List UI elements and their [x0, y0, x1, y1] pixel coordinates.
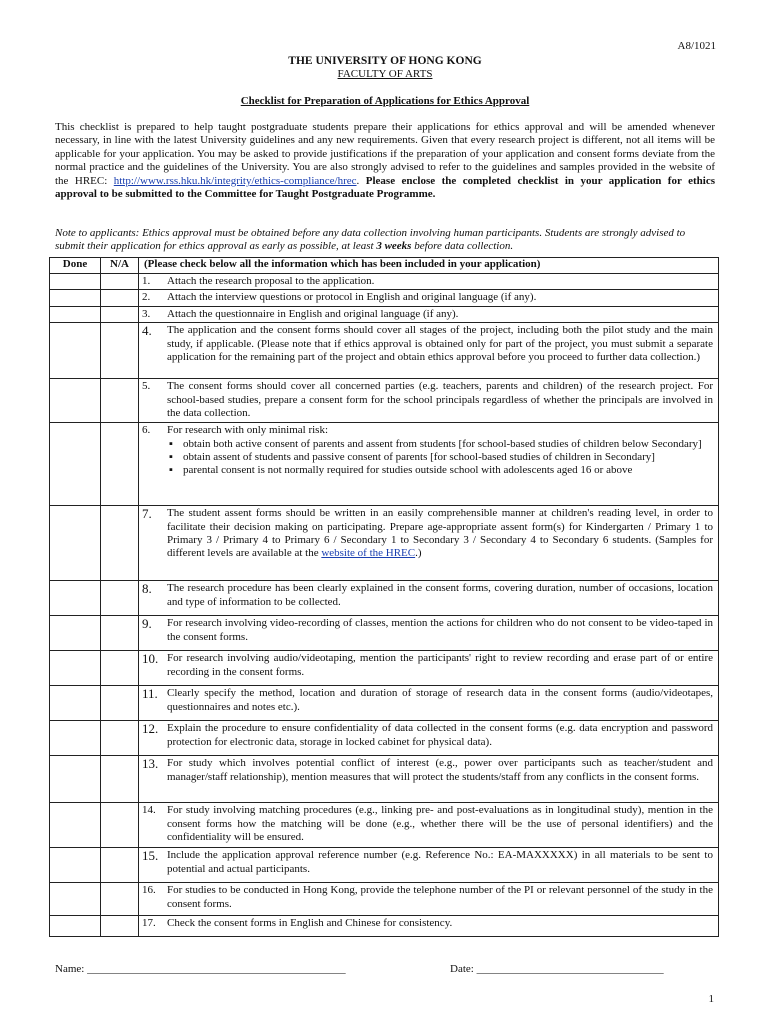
na-checkbox-cell[interactable]	[101, 274, 139, 290]
item-text	[167, 308, 713, 321]
item-description-cell	[139, 616, 719, 651]
item-description-cell	[139, 721, 719, 756]
done-checkbox-cell[interactable]	[50, 651, 101, 686]
note-to-applicants	[55, 227, 715, 253]
intro-bold-instruction: Please enclose the completed checklist in your application for ethics approval to be submitted to the Committee for Taught Postgraduate Programme.	[55, 174, 715, 201]
done-checkbox-cell[interactable]	[50, 306, 101, 322]
checklist-item-10	[139, 651, 718, 680]
na-checkbox-cell[interactable]	[101, 306, 139, 322]
bullet-item: ▪ obtain assent of students and passive consent of parents [for school-based studies of children in Secondary]	[179, 451, 713, 464]
item-body: Attach the interview questions or protocol in English and original language (if any).	[167, 291, 537, 304]
hrec-link[interactable]: http://www.rss.hku.hk/integrity/ethics-compliance/hrec	[113, 174, 357, 187]
item-number: 3.	[142, 307, 151, 320]
na-checkbox-cell[interactable]	[101, 423, 139, 506]
item-description-cell	[139, 803, 719, 848]
checklist-table	[49, 257, 719, 937]
note-deadline: 3 weeks	[376, 240, 412, 252]
item-body: For research with only minimal risk:	[167, 424, 328, 437]
na-checkbox-cell[interactable]	[101, 379, 139, 423]
checklist-item-4	[139, 323, 718, 365]
item-description-cell	[139, 290, 719, 306]
checklist-item-11	[139, 686, 718, 715]
item-text	[167, 917, 713, 930]
note-text-b: before data collection.	[411, 240, 514, 252]
checklist-item-5	[139, 379, 718, 421]
item-body: The student assent forms should be written in an easily comprehensible manner at children's reading level, in order to facilitate their decision making on participating. Prepare age-appropriate assent form(s) for Kindergarten / Primary 1 to Primary 3 / Primary 4 to Primary 6 / Secondary 1 to Secondary 3 / Secondary 4 to Secondary 6 students. (Samples for different levels are available at the	[167, 507, 713, 560]
checklist-item-12	[139, 721, 718, 750]
checklist-item-7	[139, 506, 718, 562]
item-text	[167, 804, 713, 844]
na-checkbox-cell[interactable]	[101, 803, 139, 848]
na-checkbox-cell[interactable]	[101, 506, 139, 581]
done-checkbox-cell[interactable]	[50, 848, 101, 883]
done-checkbox-cell[interactable]	[50, 616, 101, 651]
item-number: 1.	[142, 275, 151, 287]
table-row	[50, 274, 719, 290]
hrec-website-link[interactable]: website of the HREC	[321, 547, 416, 560]
table-row	[50, 803, 719, 848]
table-row	[50, 379, 719, 423]
na-checkbox-cell[interactable]	[101, 686, 139, 721]
done-checkbox-cell[interactable]	[50, 686, 101, 721]
item-text	[167, 722, 713, 749]
item-description-cell	[139, 883, 719, 916]
item-number: 2.	[142, 291, 151, 304]
table-row	[50, 616, 719, 651]
item-number: 15.	[142, 848, 159, 864]
checklist-item-1	[139, 274, 718, 289]
col-header-description: (Please check below all the information which has been included in your application)	[139, 258, 719, 274]
table-row	[50, 290, 719, 306]
item-number: 17.	[142, 917, 156, 930]
item-body: The research procedure has been clearly explained in the consent forms, covering duration, number of occasions, location and type of information to be collected.	[167, 582, 713, 608]
item-body: Clearly specify the method, location and duration of storage of research data in the consent forms (audio/videotapes, questionnaires and notes etc.).	[167, 687, 713, 713]
item-description-cell	[139, 651, 719, 686]
na-checkbox-cell[interactable]	[101, 756, 139, 803]
checklist-item-14	[139, 803, 718, 845]
done-checkbox-cell[interactable]	[50, 803, 101, 848]
table-row	[50, 323, 719, 379]
item-number: 4.	[142, 323, 152, 339]
done-checkbox-cell[interactable]	[50, 423, 101, 506]
item-body: Attach the research proposal to the application.	[167, 275, 375, 287]
item-number: 13.	[142, 756, 159, 772]
done-checkbox-cell[interactable]	[50, 323, 101, 379]
done-checkbox-cell[interactable]	[50, 916, 101, 937]
item-description-cell	[139, 306, 719, 322]
checklist-item-3	[139, 307, 718, 322]
item-body: For studies to be conducted in Hong Kong, provide the telephone number of the PI or relevant personnel of the study in the consent forms.	[167, 884, 713, 910]
done-checkbox-cell[interactable]	[50, 290, 101, 306]
table-row	[50, 506, 719, 581]
item-body: Include the application approval reference number (e.g. Reference No.: EA-MAXXXXX) in all materials to be sent to potential and actual participants.	[167, 849, 713, 875]
item-number: 9.	[142, 616, 152, 632]
item-description-cell	[139, 379, 719, 423]
na-checkbox-cell[interactable]	[101, 581, 139, 616]
table-row	[50, 686, 719, 721]
checklist-item-15	[139, 848, 718, 877]
item-description-cell	[139, 423, 719, 506]
done-checkbox-cell[interactable]	[50, 883, 101, 916]
col-header-na: N/A	[101, 258, 139, 274]
university-name: THE UNIVERSITY OF HONG KONG	[288, 55, 482, 67]
item-description-cell	[139, 916, 719, 937]
done-checkbox-cell[interactable]	[50, 721, 101, 756]
col-header-done: Done	[50, 258, 101, 274]
na-checkbox-cell[interactable]	[101, 323, 139, 379]
item-text	[167, 291, 713, 304]
document-title: Checklist for Preparation of Applications for Ethics Approval	[240, 95, 530, 107]
item-description-cell	[139, 506, 719, 581]
intro-text: This checklist is prepared to help taught postgraduate students prepare their applications for ethics approval and will be amended whenever necessary, in line with the latest University guidelines and any new requirements. Given that every research project is different, not all items will be applicable for your application. You may be asked to provide justifications if the preparation of your application and consent forms deviate from the normal practice and the guidelines of the University. You are also strongly advised to refer to the guidelines and samples provided in the website of the HREC:	[55, 121, 715, 187]
item-description-cell	[139, 274, 719, 290]
item-number: 14.	[142, 804, 156, 817]
checklist-item-13	[139, 756, 718, 785]
checklist-item-6	[139, 423, 718, 479]
table-header-row	[50, 258, 719, 274]
item-body: For research involving video-recording of classes, mention the actions for children who do not consent to be video-taped in the consent forms.	[167, 617, 713, 643]
item-number: 6.	[142, 424, 151, 437]
item-text	[167, 757, 713, 784]
table-row	[50, 756, 719, 803]
bullet-item: ▪ obtain both active consent of parents and assent from students [for school-based studies of children below Secondary]	[179, 438, 713, 451]
na-checkbox-cell[interactable]	[101, 616, 139, 651]
item-text	[167, 652, 713, 679]
bullet-item: ▪ parental consent is not normally required for studies outside school with adolescents aged 16 or above	[179, 464, 713, 477]
intro-paragraph: This checklist is prepared to help taught postgraduate students prepare their applications for ethics approval and will be amended whenever necessary, in line with the latest University guidelines and any new requirements. Given that every research project is different, not all items will be applicable for your application. You may be asked to provide justifications if the preparation of your application and consent forms deviate from the normal practice and the guidelines of the University. You are also strongly advised to refer to the guidelines and samples provided in the website of the HREC: http://www.rss.hku.hk/integrity/ethics-compliance/hrec. Please enclose the completed checklist in your application for ethics approval to be submitted to the Committee for Taught Postgraduate Programme.	[55, 121, 715, 201]
done-checkbox-cell[interactable]	[50, 506, 101, 581]
item-text	[167, 687, 713, 714]
name-field[interactable]: Name: _______________________________________________	[55, 963, 346, 975]
item-number: 11.	[142, 686, 158, 702]
item-description-cell	[139, 848, 719, 883]
na-checkbox-cell[interactable]	[101, 721, 139, 756]
table-row	[50, 306, 719, 322]
faculty-name: FACULTY OF ARTS	[337, 68, 433, 80]
table-row	[50, 883, 719, 916]
checklist-item-9	[139, 616, 718, 645]
item-number: 8.	[142, 581, 152, 597]
item-description-cell	[139, 756, 719, 803]
item-text	[167, 507, 713, 561]
item-number: 5.	[142, 380, 151, 393]
checklist-item-17	[139, 916, 718, 931]
item-body: Attach the questionnaire in English and original language (if any).	[167, 307, 459, 320]
item-description-cell	[139, 323, 719, 379]
item-description-cell	[139, 686, 719, 721]
item-text	[167, 275, 713, 288]
checklist-item-16	[139, 883, 718, 912]
table-row	[50, 848, 719, 883]
checklist-item-2	[139, 290, 718, 305]
form-reference-code: A8/1021	[677, 40, 716, 52]
table-row	[50, 651, 719, 686]
item-tail: .)	[415, 547, 422, 560]
table-row	[50, 721, 719, 756]
item-body: Explain the procedure to ensure confidentiality of data collected in the consent forms (e.g. data encryption and password protection for electronic data, storage in locked cabinet for physical data).	[167, 722, 713, 748]
item-text	[167, 849, 713, 876]
table-row	[50, 423, 719, 506]
item-text	[167, 884, 713, 911]
item-number: 12.	[142, 721, 159, 737]
item-text	[167, 324, 713, 364]
item-number: 7.	[142, 506, 152, 522]
table-row	[50, 916, 719, 937]
item-number: 16.	[142, 884, 156, 897]
done-checkbox-cell[interactable]	[50, 756, 101, 803]
page-number: 1	[708, 993, 714, 1005]
item-description-cell	[139, 581, 719, 616]
checklist-item-8	[139, 581, 718, 610]
na-checkbox-cell[interactable]	[101, 883, 139, 916]
risk-bullet-list	[167, 438, 713, 478]
na-checkbox-cell[interactable]	[101, 651, 139, 686]
done-checkbox-cell[interactable]	[50, 581, 101, 616]
item-body: The application and the consent forms should cover all stages of the project, including both the pilot study and the main study, if applicable. (Please note that if ethics approval is obtained only for part of the project, you must submit a separate application for the remaining part of the project and obtain ethics approval before you proceed to further data collection.)	[167, 324, 713, 364]
done-checkbox-cell[interactable]	[50, 274, 101, 290]
na-checkbox-cell[interactable]	[101, 290, 139, 306]
done-checkbox-cell[interactable]	[50, 379, 101, 423]
item-body: For study which involves potential conflict of interest (e.g., power over participants such as teacher/student and manager/staff relationship), mention measures that will protect the students/staff from any conflicts in the consent forms.	[167, 757, 713, 783]
item-text	[167, 424, 713, 478]
item-body: The consent forms should cover all concerned parties (e.g. teachers, parents and children) of the research project. For school-based studies, prepare a consent form for the school principals regardless of whether the principals are involved in the data collection.	[167, 380, 713, 420]
item-text	[167, 582, 713, 609]
na-checkbox-cell[interactable]	[101, 848, 139, 883]
item-text	[167, 380, 713, 420]
date-field[interactable]: Date: __________________________________	[450, 963, 664, 975]
table-row	[50, 581, 719, 616]
item-text	[167, 617, 713, 644]
note-text-a: Note to applicants: Ethics approval must be obtained before any data collection involving human participants. Students are strongly advised to submit their application for ethics approval as early as possible, at least	[55, 227, 686, 252]
item-body: For study involving matching procedures (e.g., linking pre- and post-evaluations as in longitudinal study), mention in the consent forms how the matching will be done (e.g., whether there will be the use of personal identifiers) and the confidentiality will be ensured.	[167, 804, 713, 844]
item-body: Check the consent forms in English and Chinese for consistency.	[167, 917, 453, 930]
item-number: 10.	[142, 651, 159, 667]
item-body: For research involving audio/videotaping, mention the participants' right to review recording and erase part of or entire recording in the consent forms.	[167, 652, 713, 678]
na-checkbox-cell[interactable]	[101, 916, 139, 937]
